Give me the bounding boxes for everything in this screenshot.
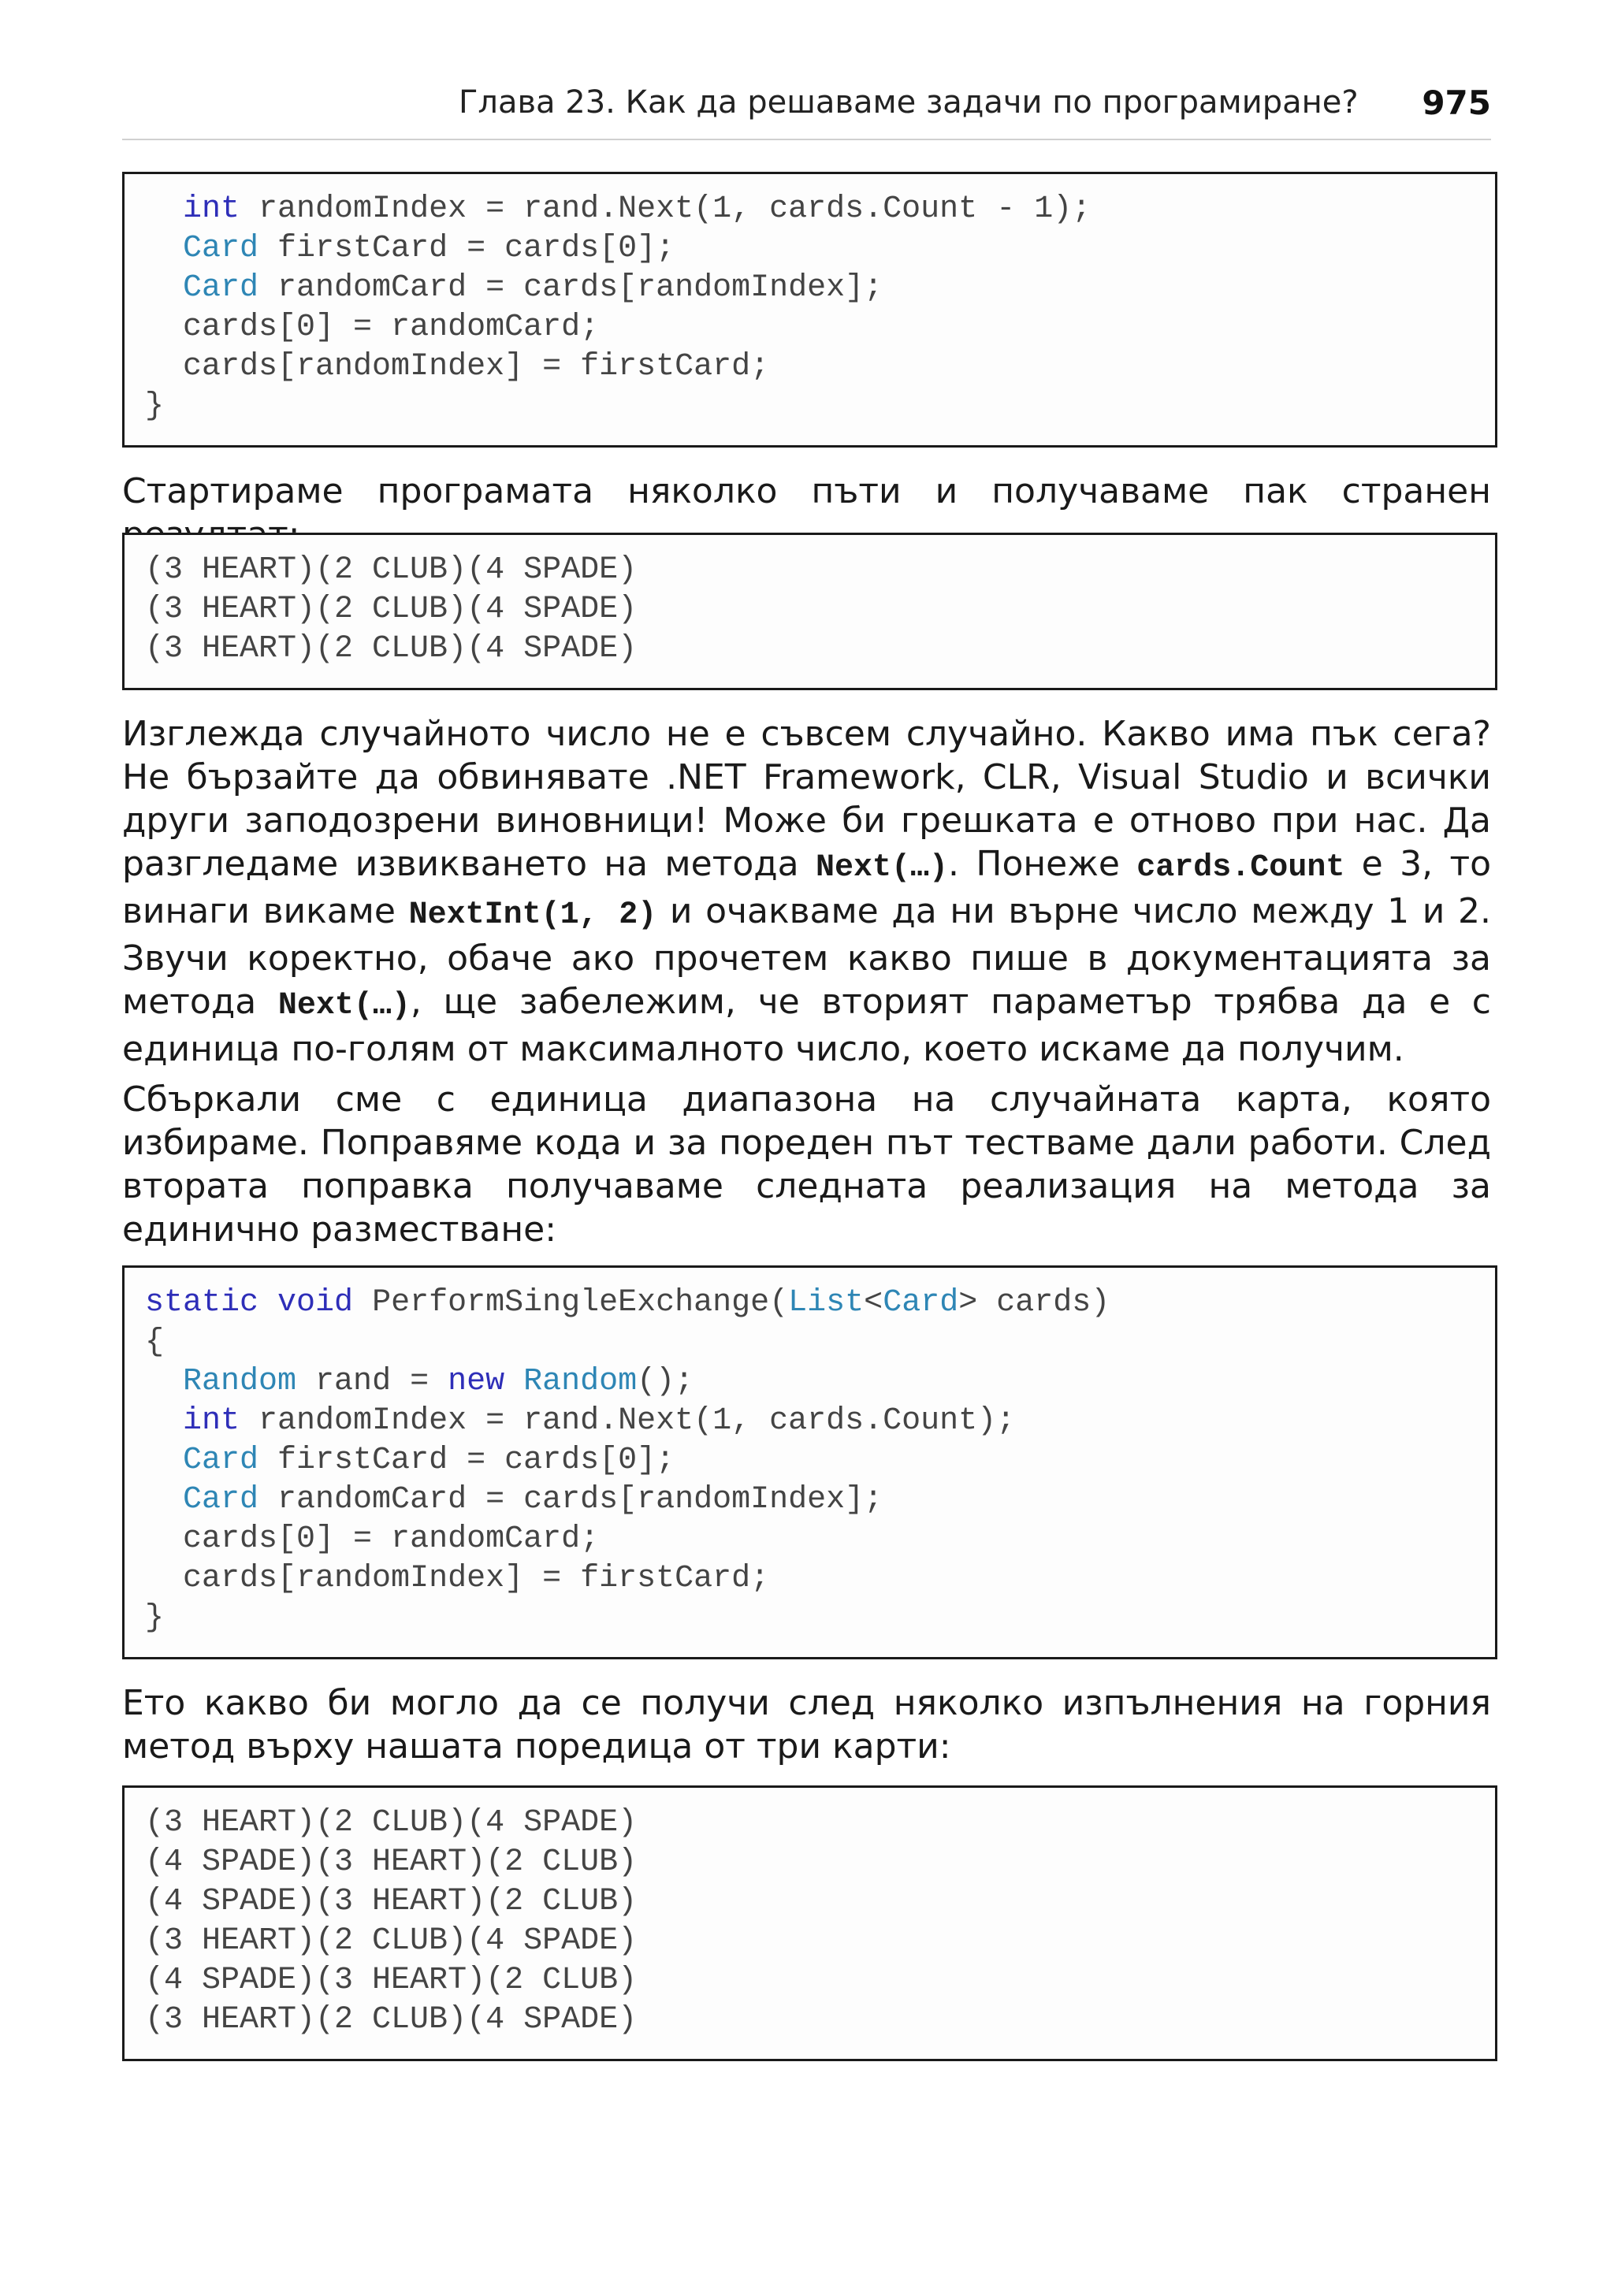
code-line: int randomIndex = rand.Next(1, cards.Count); <box>183 1403 1016 1439</box>
code-line: Card randomCard = cards[randomIndex]; <box>183 1482 883 1518</box>
paragraph-3: Сбъркали сме с единица диапазона на случайната карта, която избираме. Поправяме кода и за пореден път тестваме дали работи. След втората поправка получаваме следната реализация на метода за единично разместване: <box>122 1079 1491 1250</box>
output-block-2 <box>122 1785 1497 2061</box>
code-line: Card randomCard = cards[randomIndex]; <box>183 270 883 306</box>
code-line: cards[0] = randomCard; <box>183 310 600 345</box>
code-line: Random rand = new Random(); <box>183 1364 694 1399</box>
output-line: (3 HEART)(2 CLUB)(4 SPADE) <box>145 1923 638 1959</box>
code-line: } <box>145 1600 165 1636</box>
output-line: (3 HEART)(2 CLUB)(4 SPADE) <box>145 1805 638 1841</box>
chapter-title: Глава 23. Как да решаваме задачи по програмиране? <box>459 84 1359 121</box>
code-line: static void PerformSingleExchange(List<Card> cards) <box>145 1285 1110 1321</box>
output-line: (3 HEART)(2 CLUB)(4 SPADE) <box>145 552 638 588</box>
paragraph-4: Ето какво би могло да се получи след няколко изпълнения на горния метод върху нашата поредица от три карти: <box>122 1683 1491 1767</box>
output-line: (3 HEART)(2 CLUB)(4 SPADE) <box>145 592 638 627</box>
code-line: int randomIndex = rand.Next(1, cards.Count - 1); <box>183 191 1091 227</box>
code-line: cards[0] = randomCard; <box>183 1521 600 1557</box>
code-block-2 <box>122 1265 1497 1659</box>
code-line: { <box>145 1324 165 1360</box>
code-line: Card firstCard = cards[0]; <box>183 231 675 266</box>
code-block-1 <box>122 172 1497 448</box>
page-header <box>122 79 1491 140</box>
code-line: cards[randomIndex] = firstCard; <box>183 349 770 385</box>
output-line: (4 SPADE)(3 HEART)(2 CLUB) <box>145 1845 638 1880</box>
output-block-1 <box>122 533 1497 690</box>
page-number: 975 <box>1422 83 1491 122</box>
code-line: } <box>145 388 165 424</box>
output-line: (4 SPADE)(3 HEART)(2 CLUB) <box>145 1884 638 1919</box>
output-line: (4 SPADE)(3 HEART)(2 CLUB) <box>145 1963 638 1998</box>
output-line: (3 HEART)(2 CLUB)(4 SPADE) <box>145 2002 638 2038</box>
paragraph-2: Изглежда случайното число не е съвсем случайно. Какво има пък сега? Не бързайте да обвинявате .NET Framework, CLR, Visual Studio и всички други заподозрени виновници! Може би грешката е отново при нас. Да разгледаме извикването на метода Next(…). Понеже cards.Count е 3, то винаги викаме NextInt(1, 2) и очакваме да ни върне число между 1 и 2. Звучи коректно, обаче ако прочетем какво пише в документацията за метода Next(…), ще забележим, че вторият параметър трябва да е с единица по-голям от максималното число, което искаме да получим. <box>122 714 1492 1069</box>
output-line: (3 HEART)(2 CLUB)(4 SPADE) <box>145 631 638 667</box>
code-line: cards[randomIndex] = firstCard; <box>183 1561 770 1596</box>
code-line: Card firstCard = cards[0]; <box>183 1443 675 1478</box>
paragraph-1: Стартираме програмата няколко пъти и получаваме пак странен <box>122 471 1491 511</box>
